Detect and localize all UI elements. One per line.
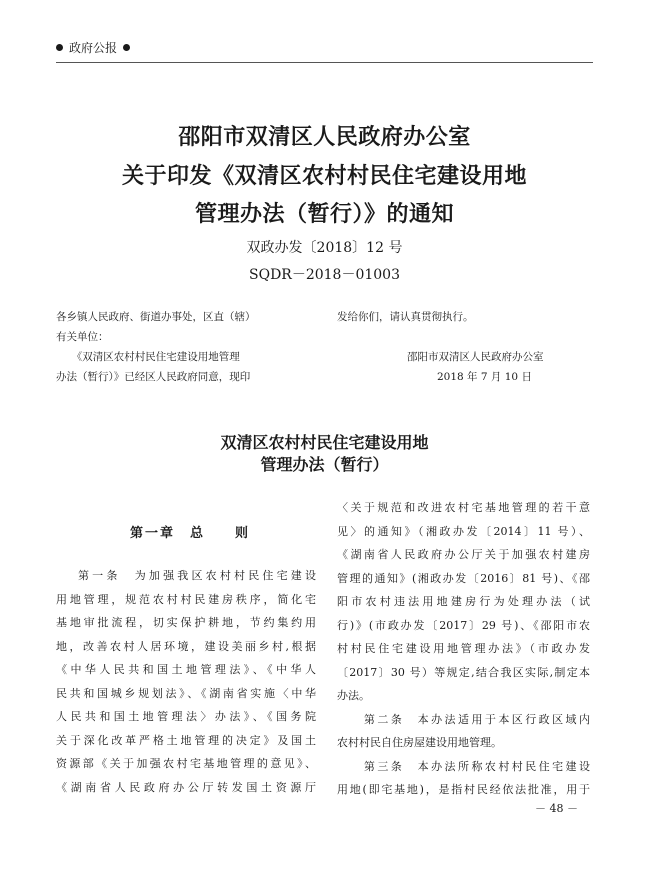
notice-line: 办法（暂行）》已经区人民政府同意，现印 bbox=[56, 371, 251, 383]
text-line: 行)》(市政办发〔2017〕29 号)、《邵阳市农 bbox=[337, 618, 590, 632]
doc-title-line-2: 关于印发《双清区农村村民住宅建设用地 bbox=[121, 163, 527, 189]
text-line: 资源部《关于加强农村宅基地管理的意见》、 bbox=[56, 757, 316, 770]
notice-line: 发给你们，请认真贯彻执行。 bbox=[337, 311, 474, 323]
text-line: 〈关于规范和改进农村宅基地管理的若干意 bbox=[337, 501, 590, 514]
notice-line: 有关单位： bbox=[56, 331, 109, 343]
doc-title-line-3: 管理办法（暂行）》的通知 bbox=[194, 201, 454, 227]
text-line: 《中华人民共和国土地管理法》、《中华人 bbox=[56, 663, 316, 676]
header-section-title: 政府公报 bbox=[69, 41, 118, 55]
text-line: 〔2017〕30 号）等规定,结合我区实际,制定本 bbox=[337, 665, 590, 679]
text-line: 民共和国城乡规划法》、《湖南省实施〈中华 bbox=[56, 686, 316, 700]
doc-code: SQDR－2018－01003 bbox=[249, 267, 400, 283]
right-column bbox=[337, 496, 590, 802]
bullet-dot-icon bbox=[123, 44, 130, 51]
text-line: 管理的通知》(湘政办发〔2016〕81 号)、《邵 bbox=[337, 571, 590, 585]
header-rule bbox=[56, 62, 593, 63]
text-line: 人民共和国土地管理法〉办法》、《国务院 bbox=[56, 710, 316, 723]
text-line: 基地审批流程，切实保护耕地，节约集约用 bbox=[56, 616, 316, 629]
text-line: 农村村民自住房屋建设用地管理。 bbox=[337, 736, 502, 749]
text-line: 《湖南省人民政府办公厅转发国土资源厅 bbox=[56, 780, 316, 794]
doc-number: 双政办发〔2018〕12 号 bbox=[246, 240, 403, 256]
text-line: 用地(即宅基地)，是指村民经依法批准，用于 bbox=[337, 783, 590, 796]
measures-title-line-1: 双清区农村村民住宅建设用地 bbox=[220, 433, 429, 452]
page-number: － 48 － bbox=[535, 802, 578, 815]
notice-date: 2018 年 7 月 10 日 bbox=[437, 371, 532, 383]
text-line: 第二条 本办法适用于本区行政区域内 bbox=[337, 712, 590, 726]
text-line: 第一条 为加强我区农村村民住宅建设 bbox=[78, 569, 316, 582]
bullet-dot-icon bbox=[56, 44, 63, 51]
text-line: 见〉的通知》（湘政办发〔2014〕11 号）、 bbox=[337, 524, 590, 538]
text-line: 办法。 bbox=[337, 689, 370, 702]
text-line: 地，改善农村人居环境，建设美丽乡村,根据 bbox=[56, 639, 316, 653]
text-line: 村村民住宅建设用地管理办法》（市政办发 bbox=[337, 642, 590, 655]
measures-title-line-2: 管理办法（暂行） bbox=[260, 455, 389, 474]
doc-title-line-1: 邵阳市双清区人民政府办公室 bbox=[178, 124, 471, 150]
text-line: 阳市农村违法用地建房行为处理办法（试 bbox=[337, 595, 590, 608]
chapter-heading: 第一章 总 则 bbox=[130, 526, 251, 541]
notice-line: 《双清区农村村民住宅建设用地管理 bbox=[56, 351, 240, 363]
notice-line: 各乡镇人民政府、街道办事处，区直（辖） bbox=[56, 311, 256, 323]
left-column bbox=[56, 564, 316, 799]
text-line: 用地管理，规范农村村民建房秩序，简化宅 bbox=[56, 592, 316, 606]
text-line: 第三条 本办法所称农村村民住宅建设 bbox=[337, 759, 590, 773]
text-line: 关于深化改革严格土地管理的决定》及国土 bbox=[56, 733, 316, 747]
notice-signature: 邵阳市双清区人民政府办公室 bbox=[407, 351, 544, 363]
text-line: 《湖南省人民政府办公厅关于加强农村建房 bbox=[337, 548, 590, 561]
journal-header bbox=[56, 39, 130, 56]
